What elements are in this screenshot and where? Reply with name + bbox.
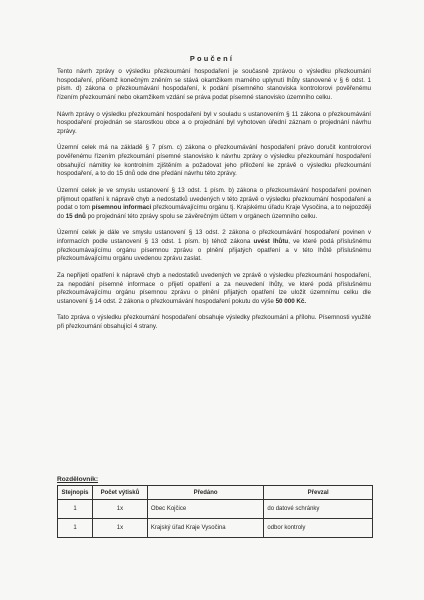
document-body [57, 68, 371, 332]
paragraph-text: Tato zpráva o výsledku přezkoumání hospodaření obsahuje výsledky přezkoumání a přílohu. Písemnosti využité při přezkoumání obsahující 4 strany. [57, 314, 371, 330]
table-cell: Krajský úřad Kraje Vysočina [147, 519, 264, 538]
header-cell: Převzal [264, 486, 373, 500]
paragraph-text: přezkoumávajícímu orgánu tj. Krajskému úřadu Kraje Vysočina, a to nejpozději do [57, 204, 372, 220]
table-row [58, 500, 373, 519]
body-paragraph [57, 314, 371, 331]
paragraph-text: po projednání této zprávy spolu se závěrečným účtem v orgánech územního celku. [85, 212, 318, 220]
emphasized-text: písemnou informaci [91, 204, 152, 212]
table-cell: 1x [92, 500, 147, 519]
paragraph-text: Tento návrh zprávy o výsledku přezkoumání hospodaření je současně zprávou o výsledku přezkoumání hospodaření, přičemž konečným zněním se stává okamžikem marného uplynutí lhůty stanovené v § 6 odst. 1 písm. d) zákona o přezkoumávání hospodaření, k podání písemného stanoviska kontrolorovi pověřenému řízením přezkoumání nebo okamžikem vzdání se práva podat písemné stanovisko územního celku. [57, 68, 371, 101]
emphasized-text: 15 dnů [65, 212, 86, 220]
body-paragraph [57, 144, 371, 179]
table-cell: Obec Kojčice [147, 500, 264, 519]
table-cell: do datové schránky [264, 500, 373, 519]
header-cell: Stejnopis [58, 486, 93, 500]
body-paragraph [57, 187, 371, 222]
document-title: Poučení [189, 54, 235, 63]
body-paragraph [57, 68, 371, 103]
paragraph-text: Za nepřijetí opatření k nápravě chyb a nedostatků uvedených ve zprávě o výsledku přezkoumání hospodaření, za nepodání písemné informace o přijetí opatření a za neuvedení lhůty, ve které podá příslušnému přezkoumávajícímu orgánu písemnou zprávu o plnění přijatých opatření lze uložit územnímu celku dle ustanovení § 14 odst. 2 zákona o přezkoumávání hospodaření pokutu do výše [57, 271, 371, 305]
table-cell: 1 [58, 500, 93, 519]
header-cell: Předáno [147, 486, 264, 500]
paragraph-text: Územní celek je dále ve smyslu ustanovení § 13 odst. 2 zákona o přezkoumávání hospodaření povinen v informacích podle ustanovení § 13 odst. 1 písm. b) téhož zákona [57, 229, 371, 245]
table-cell: 1x [92, 519, 147, 538]
paragraph-text: Návrh zprávy o výsledku přezkoumání hospodaření byl v souladu s ustanovením § 11 zákona o přezkoumávání hospodaření projednán se starostkou obce a o projednání byl vyhotoven úřední záznam o projednání návrhu zprávy. [57, 110, 371, 135]
paragraph-text: Územní celek je ve smyslu ustanovení § 13 odst. 1 písm. b) zákona o přezkoumávání hospodaření povinen přijmout opatření k nápravě chyb a nedostatků uvedených v této zprávě o výsledku přezkoumání hospodaření a podat o tom [57, 186, 371, 212]
paragraph-text: , ve které podá příslušnému přezkoumávajícímu orgánu písemnou zprávu o plnění přijatých opatření a v této lhůtě příslušnému přezkoumávajícímu orgánu uvedenou zprávu zaslat. [57, 238, 372, 263]
distribution-heading: Rozdělovník: [57, 476, 99, 483]
body-paragraph [57, 229, 371, 264]
distribution-header-row [58, 486, 373, 500]
paragraph-text: Územní celek má na základě § 7 písm. c) zákona o přezkoumávání hospodaření právo doručit kontrolorovi pověřenému řízením přezkoumání písemné stanovisko k návrhu zprávy o výsledku přezkoumání hospodaření obsahující námitky ke kontrolním zjištěním a požadovat jeho přiložení ke zprávě o výsledku přezkoumání hospodaření, a to do 15 dnů ode dne předání návrhu této zprávy. [57, 144, 371, 178]
emphasized-text: 50 000 Kč. [275, 297, 307, 305]
distribution-table [57, 485, 373, 538]
table-cell: 1 [58, 519, 93, 538]
table-row [58, 519, 373, 538]
body-paragraph [57, 272, 371, 307]
header-cell: Počet výtisků [92, 486, 147, 500]
table-cell: odbor kontroly [264, 519, 373, 538]
body-paragraph [57, 111, 371, 137]
emphasized-text: uvést lhůtu [253, 238, 289, 245]
